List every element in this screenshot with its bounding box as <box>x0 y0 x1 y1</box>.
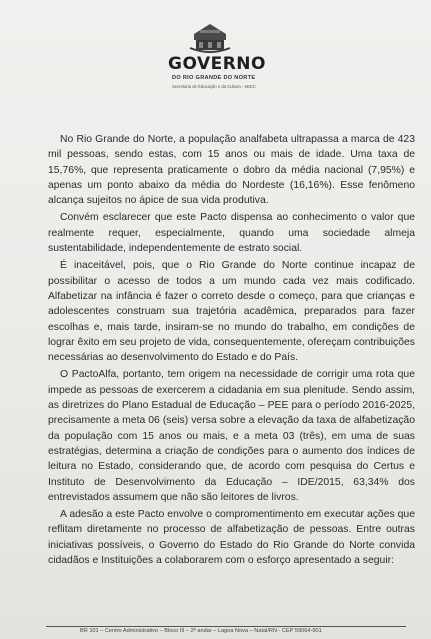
state-coat-of-arms-icon <box>188 20 232 54</box>
brand-wordmark: GOVERNO <box>168 54 266 74</box>
department-name: Secretaria de Educação e da Cultura - SEEC <box>172 84 256 89</box>
paragraph: No Rio Grande do Norte, a população analfabeta ultrapassa a marca de 423 mil pessoas, sendo estas, com 15 anos ou mais de idade. Uma taxa de 15,76%, que representa praticamente o dobro da média nacional (7,95%) e apenas um ponto abaixo da média do Nordeste (16,16%). Esse fenômeno alcança sujeitos no ápice de sua vida produtiva. <box>48 134 415 207</box>
footer-address: BR 101 – Centro Administrativo – Bloco III – 2º andar – Lagoa Nova – Natal/RN - CEP 59064-901 <box>80 628 322 634</box>
paragraph: A adesão a este Pacto envolve o compromentimento em executar ações que reflitam diretamente no processo de alfabetização de pessoas. Entre outras iniciativas possíveis, o Governo do Estado do Rio Grande do Norte convida cidadãos e Instituições a colaborarem com o esforço apresentado a seguir: <box>48 509 415 567</box>
letterhead <box>168 20 368 100</box>
state-name: DO RIO GRANDE DO NORTE <box>172 75 256 81</box>
paragraph: Convém esclarecer que este Pacto dispensa ao conhecimento o valor que realmente requer, especialmente, quando uma sociedade almeja sustentabilidade, independentemente de estrato social. <box>48 212 415 255</box>
document-body <box>48 132 415 570</box>
paragraph: O PactoAlfa, portanto, tem origem na necessidade de corrigir uma rota que impede as pessoas de exercerem a cidadania em sua plenitude. Sendo assim, as diretrizes do Plano Estadual de Educação – PEE para o período 2016-2025, precisamente a meta 06 (seis) versa sobre a elevação da taxa de alfabetização da população com 15 anos ou mais, e a meta 03 (três), em uma de suas estratégias, determina a criação de condições para o aumento dos índices de leitura no Estado, considerando que, de acordo com pesquisa do Certus e Instituto de Desenvolvimento da Educação – IDE/2015, 63,34% dos entrevistados assumem que não são leitores de livros. <box>48 369 415 503</box>
footer-divider <box>46 626 406 627</box>
paragraph: É inaceitável, pois, que o Rio Grande do Norte continue incapaz de possibilitar o acesso de todos a um mundo cada vez mais codificado. Alfabetizar na infância é fazer o correto desde o começo, para que crianças e adolescentes construam sua trajetória acadêmica, preparados para fazer escolhas e, mais tarde, insiram-se no mundo do trabalho, em condições de lograr êxito em seu projeto de vida, consequentemente, ofereçam contribuições necessárias ao desenvolvimento do Estado e do País. <box>48 260 415 364</box>
